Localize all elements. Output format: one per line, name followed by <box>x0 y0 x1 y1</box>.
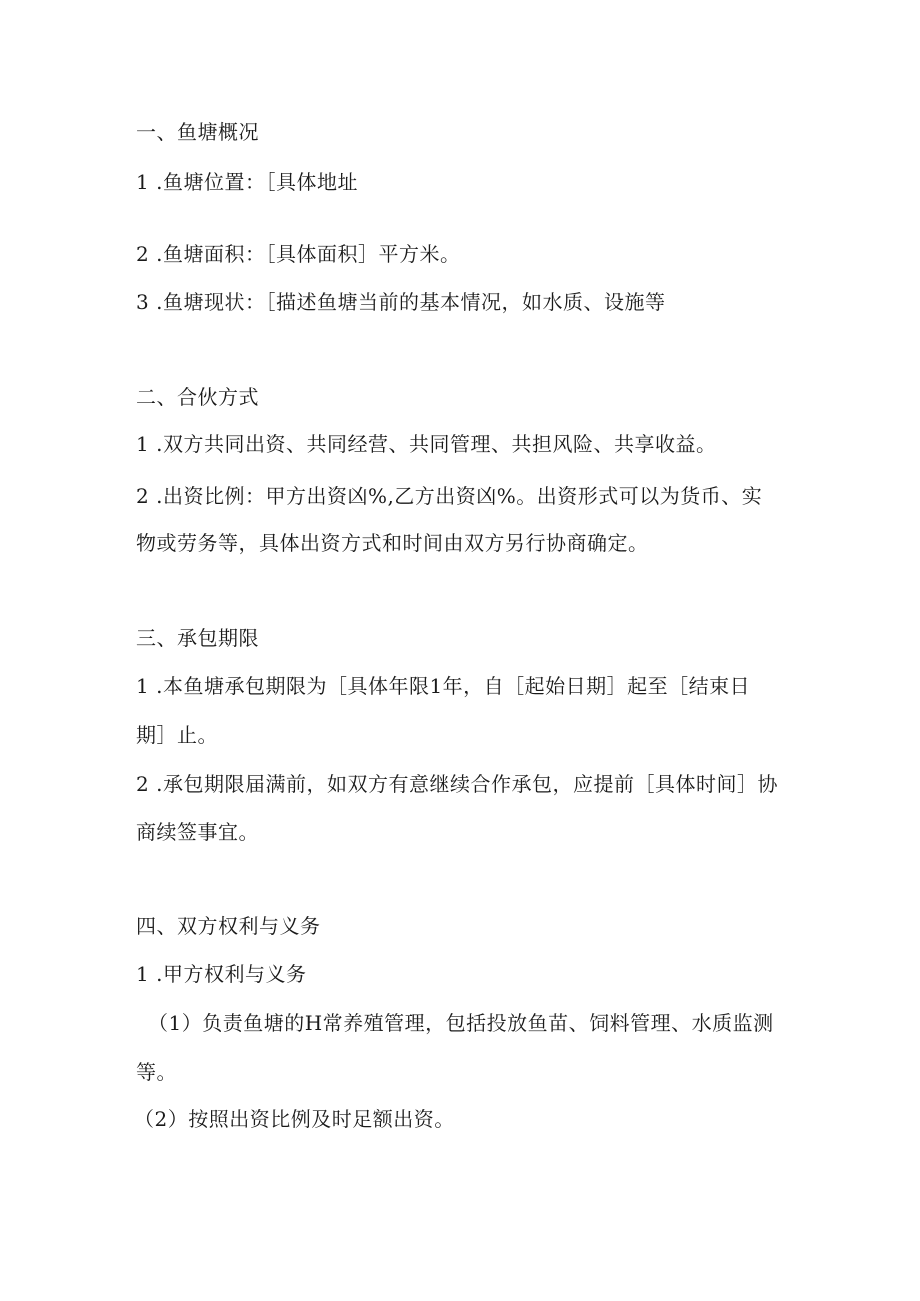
paragraph-line: 2 .鱼塘面积：［具体面积］平方米。 <box>136 242 461 266</box>
section-heading-overview: 一、鱼塘概况 <box>136 120 259 144</box>
paragraph-line: 商续签事宜。 <box>136 820 259 844</box>
paragraph-line: 物或劳务等，具体出资方式和时间由双方另行协商确定。 <box>136 531 649 555</box>
paragraph-line: （1）负责鱼塘的H常养殖管理，包括投放鱼苗、饲料管理、水质监测 <box>148 1011 774 1035</box>
section-heading-partnership: 二、合伙方式 <box>136 385 259 409</box>
paragraph-line: 1 .甲方权利与义务 <box>136 962 307 986</box>
section-heading-rights-obligations: 四、双方权利与义务 <box>136 914 321 938</box>
paragraph-line: 2 .出资比例：甲方出资凶%,乙方出资凶%。出资形式可以为货币、实 <box>136 484 763 508</box>
paragraph-line: 1 .本鱼塘承包期限为［具体年限1年，自［起始日期］起至［结束日 <box>136 674 751 698</box>
paragraph-line: 等。 <box>136 1060 177 1084</box>
paragraph-line: 2 .承包期限届满前，如双方有意继续合作承包，应提前［具体时间］协 <box>136 772 778 796</box>
paragraph-line: 1 .双方共同出资、共同经营、共同管理、共担风险、共享收益。 <box>136 432 717 456</box>
paragraph-line: （2）按照出资比例及时足额出资。 <box>134 1107 455 1131</box>
paragraph-line: 1 .鱼塘位置：［具体地址 <box>136 170 358 194</box>
section-heading-term: 三、承包期限 <box>136 626 259 650</box>
paragraph-line: 3 .鱼塘现状：［描述鱼塘当前的基本情况，如水质、设施等 <box>136 290 666 314</box>
paragraph-line: 期］止。 <box>136 723 218 747</box>
